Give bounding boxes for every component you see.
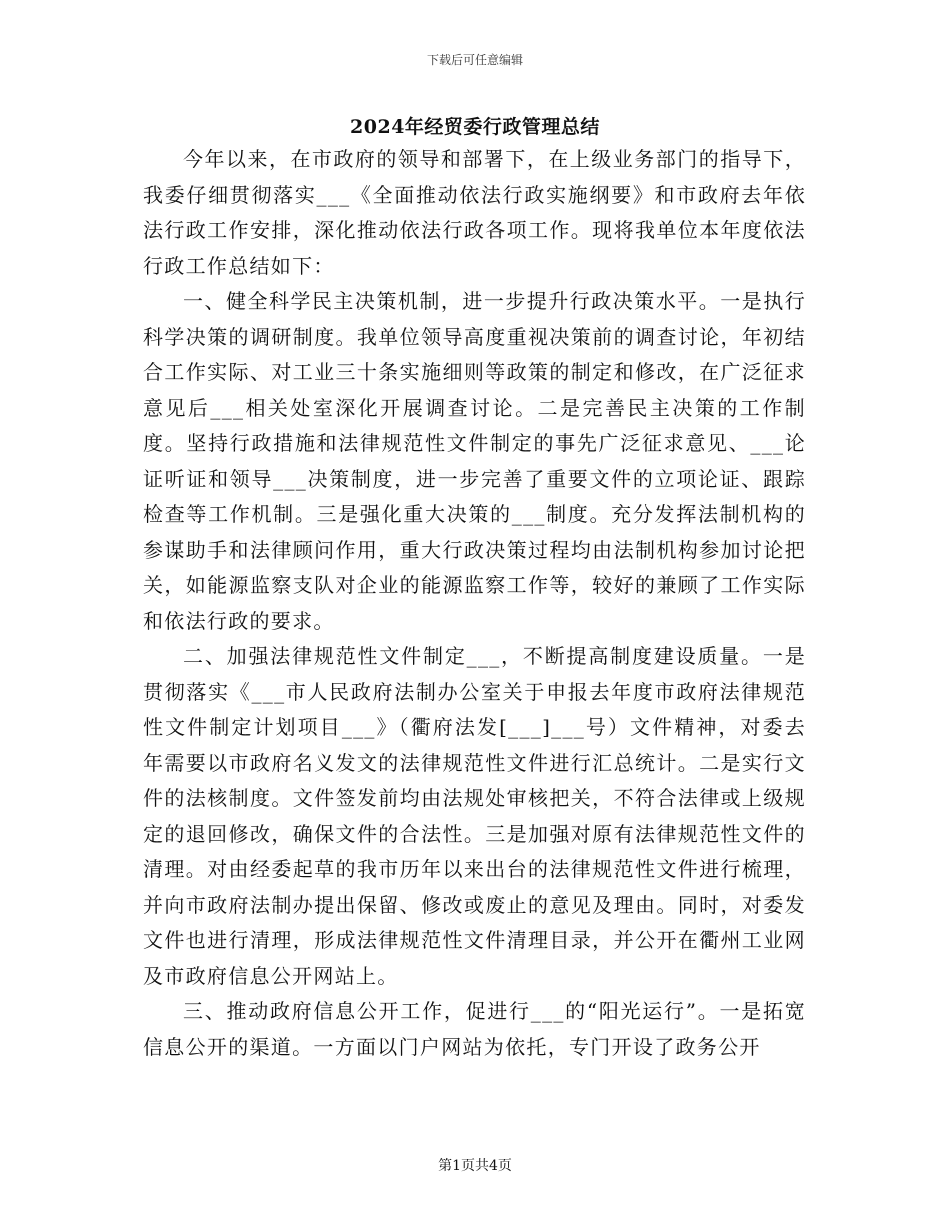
paragraph-section-2: 二、加强法律规范性文件制定___，不断提高制度建设质量。一是贯彻落实《___市人民政府法制办公室关于申报去年度市政府法律规范性文件制定计划项目___》（衢府法发[___]___号）文件精神，对委去年需要以市政府名义发文的法律规范性文件进行汇总统计。二是实行文件的法核制度。文件签发前均由法规处审核把关，不符合法律或上级规定的退回修改，确保文件的合法性。三是加强对原有法律规范性文件的清理。对由经委起草的我市历年以来出台的法律规范性文件进行梳理，并向市政府法制办提出保留、修改或废止的意见及理由。同时，对委发文件也进行清理，形成法律规范性文件清理目录，并公开在衢州工业网及市政府信息公开网站上。: [143, 644, 806, 988]
header-note: 下载后可任意编辑: [426, 53, 523, 67]
paragraph-section-3: 三、推动政府信息公开工作，促进行___的“阳光运行”。一是拓宽信息公开的渠道。一方面以门户网站为依托，专门开设了政务公开: [143, 999, 806, 1059]
document-body: [143, 142, 806, 1065]
paragraph-section-1: 一、健全科学民主决策机制，进一步提升行政决策水平。一是执行科学决策的调研制度。我单位领导高度重视决策前的调查讨论，年初结合工作实际、对工业三十条实施细则等政策的制定和修改，在广泛征求意见后___相关处室深化开展调查讨论。二是完善民主决策的工作制度。坚持行政措施和法律规范性文件制定的事先广泛征求意见、___论证听证和领导___决策制度，进一步完善了重要文件的立项论证、跟踪检查等工作机制。三是强化重大决策的___制度。充分发挥法制机构的参谋助手和法律顾问作用，重大行政决策过程均由法制机构参加讨论把关，如能源监察支队对企业的能源监察工作等，较好的兼顾了工作实际和依法行政的要求。: [143, 289, 806, 633]
document-title: 2024年经贸委行政管理总结: [350, 116, 600, 138]
paragraph-intro: 今年以来，在市政府的领导和部署下，在上级业务部门的指导下，我委仔细贯彻落实___《全面推动依法行政实施纲要》和市政府去年依法行政工作安排，深化推动依法行政各项工作。现将我单位本年度依法行政工作总结如下：: [143, 147, 806, 278]
page-number-footer: 第1页共4页: [438, 1158, 512, 1174]
